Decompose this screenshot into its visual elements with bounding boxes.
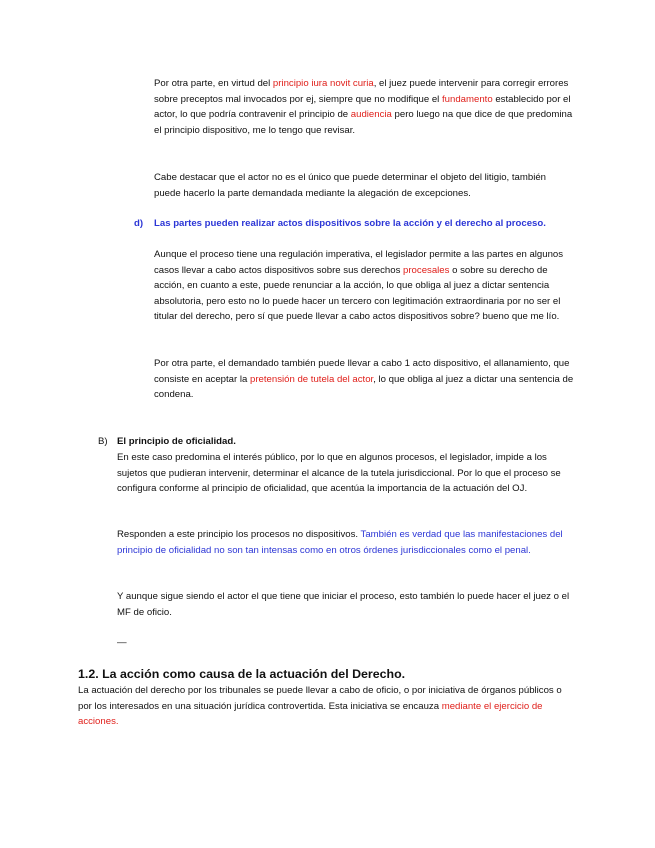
separator-dash: — [117,637,127,648]
section-marker-b: B) [98,436,108,447]
paragraph-actos-dispositivos: Aunque el proceso tiene una regulación imperativa, el legislador permite a las partes en algunos casos llevar a cabo actos dispositivos sobre sus derechos procesales o sobre su derecho de acción, en cuanto a este, puede renunciar a la acción, lo que obliga al juez a dictar sentencia absolutoria, pero esto no lo puede hacer un tercero con legitimación extraordinaria por no ser el titular del derecho, pero sí que puede llevar a cabo actos dispositivos sobre? bueno que me lío. [154,249,564,323]
section-1-2-heading: 1.2. La acción como causa de la actuación del Derecho. [78,667,406,681]
highlight-audiencia: audiencia [350,109,392,121]
highlight-procesales: procesales [403,264,450,276]
highlight-pretension-tutela: pretensión de tutela del actor [250,373,374,385]
paragraph-iura-novit-curia: Por otra parte, en virtud del principio iura novit curia, el juez puede intervenir para corregir errores sobre preceptos mal invocados por ej, siempre que no modifique el fundamento establecido por el actor, lo que podría contravenir el principio de audiencia pero luego na que dice de que predomina el principio dispositivo, me lo tengo que revisar. [154,78,573,136]
list-marker-d: d) [134,218,144,229]
highlight-ejercicio-acciones: mediante el ejercicio de acciones. [78,700,543,728]
highlight-fundamento: fundamento [441,93,493,105]
paragraph-actor-inicia: Y aunque sigue siendo el actor el que tiene que iniciar el proceso, esto también lo puede hacer el juez o el MF de oficio. [117,591,570,618]
paragraph-procesos-no-dispositivos: Responden a este principio los procesos no dispositivos. También es verdad que las manifestaciones del principio de oficialidad no son tan intensas como en otros órdenes jurisdiccionales como el penal. [117,529,563,556]
paragraph-interes-publico: En este caso predomina el interés público, por lo que en algunos procesos, el legislador, impide a los sujetos que pudieran intervenir, determinar el alcance de la tutela jurisdiccional. Por lo que el proceso se configura conforme al principio de oficialidad, que acentúa la importancia de la actuación del OJ. [117,452,561,495]
item-d-title: Las partes pueden realizar actos dispositivos sobre la acción y el derecho al proceso. [154,218,546,229]
highlight-manifestaciones: También es verdad que las manifestaciones del principio de oficialidad no son tan intensas como en otros órdenes jurisdiccionales como el penal. [117,529,563,556]
paragraph-actuacion-derecho: La actuación del derecho por los tribunales se puede llevar a cabo de oficio, o por iniciativa de órganos públicos o por los interesados en una situación jurídica controvertida. Esta iniciativa se encauza mediante el ejercicio de acciones. [78,685,562,728]
highlight-iura-novit-curia: principio iura novit curia [272,78,374,89]
section-b-title: El principio de oficialidad. [117,436,236,447]
paragraph-objeto-litigio: Cabe destacar que el actor no es el único que puede determinar el objeto del litigio, también puede hacerlo la parte demandada mediante la alegación de excepciones. [154,172,546,199]
paragraph-allanamiento: Por otra parte, el demandado también puede llevar a cabo 1 acto dispositivo, el allanamiento, que consiste en aceptar la pretensión de tutela del actor, lo que obliga al juez a dictar una sentencia de condena. [154,358,574,401]
